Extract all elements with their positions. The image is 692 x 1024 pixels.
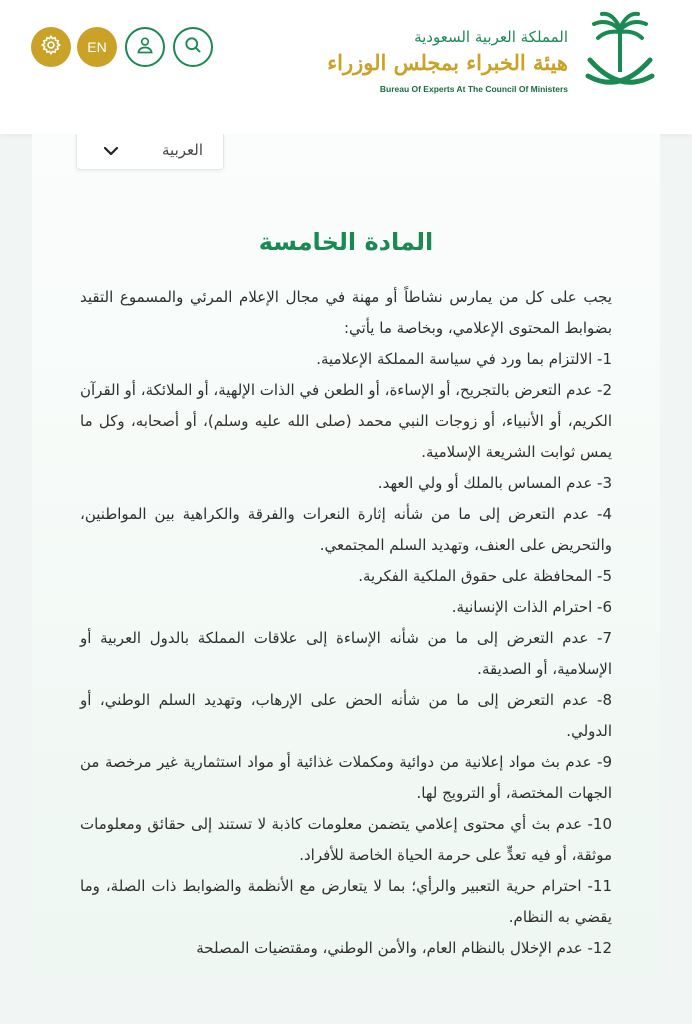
- site-logo[interactable]: [327, 10, 660, 110]
- settings-button[interactable]: [31, 27, 71, 67]
- article-clause: 7- عدم التعرض إلى ما من شأنه الإساءة إلى علاقات المملكة بالدول العربية أو الإسلامية، أو الصديقة.: [80, 629, 612, 678]
- article-card: [32, 134, 660, 976]
- article-paragraph: يجب على كل من يمارس نشاطاً أو مهنة في مجال الإعلام المرئي والمسموع التقيد بضوابط المحتوى الإعلامي، وبخاصة ما يأتي:: [80, 288, 612, 337]
- user-account-button[interactable]: [125, 27, 165, 67]
- settings-icon: [40, 34, 62, 60]
- article-clause: 4- عدم التعرض إلى ما من شأنه إثارة النعرات والفرقة والكراهية بين المواطنين، والتحريض على العنف، وتهديد السلم المجتمعي.: [80, 505, 612, 554]
- article-clause: 3- عدم المساس بالملك أو ولي العهد.: [377, 474, 612, 492]
- article-body: [80, 282, 612, 964]
- user-icon: [135, 35, 155, 59]
- article-clause: 11- احترام حرية التعبير والرأي؛ بما لا يتعارض مع الأنظمة والضوابط ذات الصلة، وما يقضي به النظام.: [80, 877, 612, 926]
- site-header: [0, 0, 692, 134]
- article-clause: 1- الالتزام بما ورد في سياسة المملكة الإعلامية.: [316, 350, 612, 368]
- article-clause: 10- عدم بث أي محتوى إعلامي يتضمن معلومات كاذبة لا تستند إلى حقائق ومعلومات موثقة، أو فيه تعدٍّ على حرمة الحياة الخاصة للأفراد.: [80, 815, 612, 864]
- logo-english-name: Bureau Of Experts At The Council Of Ministers: [379, 84, 568, 94]
- logo-arabic-name: هيئة الخبراء بمجلس الوزراء: [327, 50, 568, 75]
- article-clause: 5- المحافظة على حقوق الملكية الفكرية.: [358, 567, 612, 585]
- search-button[interactable]: [173, 27, 213, 67]
- search-icon: [183, 35, 203, 59]
- article-clause: 9- عدم بث مواد إعلانية من دوائية ومكملات غذائية أو مواد استثمارية غير مرخصة من الجهات المختصة، أو الترويج لها.: [80, 753, 612, 802]
- article-title: المادة الخامسة: [258, 228, 434, 256]
- content-language-select[interactable]: [76, 134, 224, 170]
- article-clause: 12- عدم الإخلال بالنظام العام، والأمن الوطني، ومقتضيات المصلحة: [196, 939, 612, 957]
- language-toggle-button[interactable]: [77, 27, 117, 67]
- article-clause: 2- عدم التعرض بالتجريح، أو الإساءة، أو الطعن في الذات الإلهية، أو الملائكة، أو القرآن الكريم، أو الأنبياء، أو زوجات النبي محمد (صلى الله عليه وسلم)، أو أصحابه، وكل ما يمس ثوابت الشريعة الإسلامية.: [80, 381, 612, 461]
- content-language-value: العربية: [162, 141, 203, 159]
- chevron-down-icon: [103, 141, 119, 160]
- palm-swords-emblem-icon: [580, 10, 660, 102]
- article-clause: 6- احترام الذات الإنسانية.: [451, 598, 612, 616]
- logo-kingdom-text: المملكة العربية السعودية: [414, 28, 568, 46]
- language-toggle-label: EN: [87, 39, 107, 55]
- article-clause: 8- عدم التعرض إلى ما من شأنه الحض على الإرهاب، وتهديد السلم الوطني، أو الدولي.: [80, 691, 612, 740]
